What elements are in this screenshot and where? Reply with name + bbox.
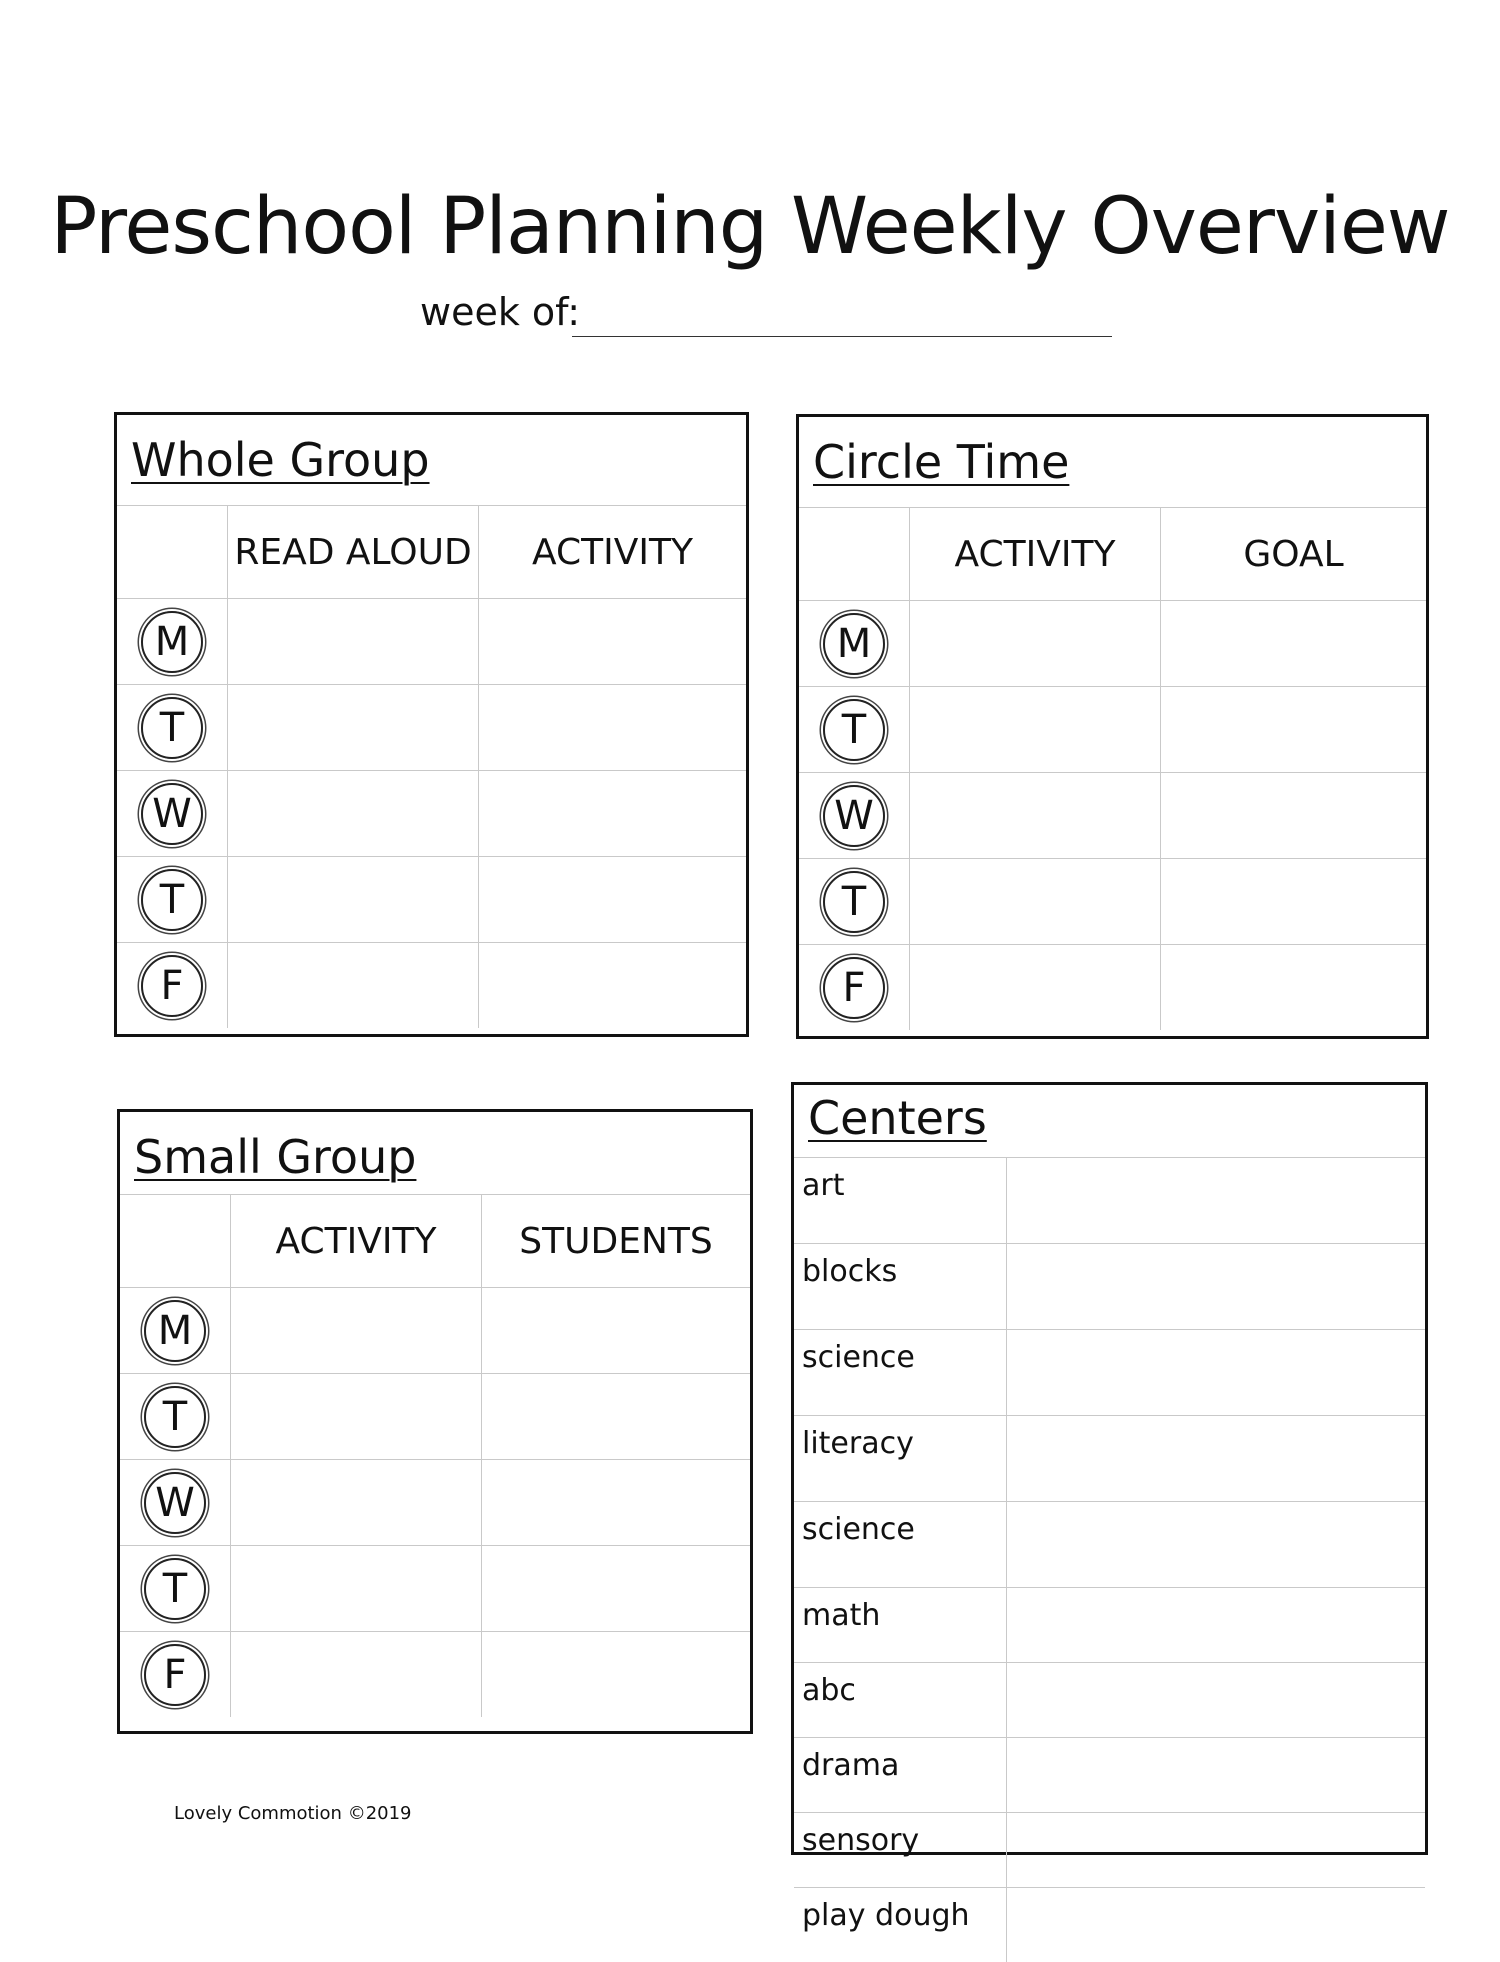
goal-cell[interactable] xyxy=(1161,601,1427,687)
goal-cell[interactable] xyxy=(1161,945,1427,1031)
whole-group-section xyxy=(114,412,749,1037)
center-label: sensory xyxy=(794,1813,1006,1888)
center-notes-cell[interactable] xyxy=(1006,1588,1425,1663)
center-label: science xyxy=(794,1502,1006,1588)
day-circle-thursday: T xyxy=(823,871,885,933)
activity-cell[interactable] xyxy=(479,599,747,685)
table-row xyxy=(799,773,1426,859)
activity-cell[interactable] xyxy=(479,943,747,1029)
activity-cell[interactable] xyxy=(231,1632,482,1718)
table-row xyxy=(799,945,1426,1031)
goal-cell[interactable] xyxy=(1161,773,1427,859)
center-notes-cell[interactable] xyxy=(1006,1416,1425,1502)
read-aloud-cell[interactable] xyxy=(228,685,479,771)
activity-cell[interactable] xyxy=(910,601,1161,687)
activity-cell[interactable] xyxy=(479,771,747,857)
column-header: GOAL xyxy=(1161,508,1427,601)
day-circle-friday: F xyxy=(144,1644,206,1706)
circle-time-section xyxy=(796,414,1429,1039)
goal-cell[interactable] xyxy=(1161,687,1427,773)
activity-cell[interactable] xyxy=(231,1374,482,1460)
center-notes-cell[interactable] xyxy=(1006,1502,1425,1588)
table-row xyxy=(117,771,746,857)
table-row xyxy=(799,859,1426,945)
table-row xyxy=(799,687,1426,773)
activity-cell[interactable] xyxy=(910,859,1161,945)
center-label: blocks xyxy=(794,1244,1006,1330)
center-label: science xyxy=(794,1330,1006,1416)
page-title: Preschool Planning Weekly Overview xyxy=(0,182,1500,272)
list-item xyxy=(794,1158,1425,1244)
center-notes-cell[interactable] xyxy=(1006,1158,1425,1244)
center-label: drama xyxy=(794,1738,1006,1813)
day-circle-wednesday: W xyxy=(144,1472,206,1534)
day-circle-friday: F xyxy=(823,957,885,1019)
center-notes-cell[interactable] xyxy=(1006,1888,1425,1962)
read-aloud-cell[interactable] xyxy=(228,857,479,943)
center-label: art xyxy=(794,1158,1006,1244)
activity-cell[interactable] xyxy=(910,945,1161,1031)
centers-table xyxy=(794,1157,1425,1962)
day-circle-monday: M xyxy=(823,613,885,675)
center-notes-cell[interactable] xyxy=(1006,1738,1425,1813)
whole-group-title: Whole Group xyxy=(131,433,430,487)
table-row xyxy=(799,601,1426,687)
center-label: play dough xyxy=(794,1888,1006,1962)
table-row xyxy=(120,1546,750,1632)
week-of-field[interactable] xyxy=(572,336,1112,337)
table-row xyxy=(117,599,746,685)
day-circle-wednesday: W xyxy=(141,783,203,845)
activity-cell[interactable] xyxy=(479,685,747,771)
table-row xyxy=(117,943,746,1029)
column-header: ACTIVITY xyxy=(479,506,747,599)
copyright-footer: Lovely Commotion ©2019 xyxy=(174,1803,412,1824)
activity-cell[interactable] xyxy=(231,1460,482,1546)
goal-cell[interactable] xyxy=(1161,859,1427,945)
activity-cell[interactable] xyxy=(910,687,1161,773)
read-aloud-cell[interactable] xyxy=(228,771,479,857)
day-circle-monday: M xyxy=(141,611,203,673)
list-item xyxy=(794,1738,1425,1813)
students-cell[interactable] xyxy=(482,1374,751,1460)
read-aloud-cell[interactable] xyxy=(228,943,479,1029)
header-blank xyxy=(117,506,228,599)
circle-time-title: Circle Time xyxy=(813,435,1069,489)
list-item xyxy=(794,1416,1425,1502)
center-label: math xyxy=(794,1588,1006,1663)
centers-section xyxy=(791,1082,1428,1855)
small-group-title: Small Group xyxy=(134,1130,416,1184)
column-header: READ ALOUD xyxy=(228,506,479,599)
students-cell[interactable] xyxy=(482,1288,751,1374)
header-blank xyxy=(799,508,910,601)
day-circle-thursday: T xyxy=(144,1558,206,1620)
list-item xyxy=(794,1502,1425,1588)
day-circle-tuesday: T xyxy=(823,699,885,761)
day-circle-tuesday: T xyxy=(141,697,203,759)
center-notes-cell[interactable] xyxy=(1006,1330,1425,1416)
list-item xyxy=(794,1244,1425,1330)
activity-cell[interactable] xyxy=(479,857,747,943)
list-item xyxy=(794,1330,1425,1416)
circle-time-table xyxy=(799,507,1426,1030)
list-item xyxy=(794,1813,1425,1888)
table-row xyxy=(120,1374,750,1460)
center-notes-cell[interactable] xyxy=(1006,1244,1425,1330)
list-item xyxy=(794,1663,1425,1738)
center-label: literacy xyxy=(794,1416,1006,1502)
day-circle-friday: F xyxy=(141,955,203,1017)
table-row xyxy=(117,857,746,943)
list-item xyxy=(794,1888,1425,1962)
students-cell[interactable] xyxy=(482,1460,751,1546)
table-row xyxy=(120,1460,750,1546)
small-group-table xyxy=(120,1194,750,1717)
column-header: ACTIVITY xyxy=(910,508,1161,601)
day-circle-monday: M xyxy=(144,1300,206,1362)
students-cell[interactable] xyxy=(482,1546,751,1632)
column-header: STUDENTS xyxy=(482,1195,751,1288)
center-label: abc xyxy=(794,1663,1006,1738)
column-header: ACTIVITY xyxy=(231,1195,482,1288)
table-row xyxy=(117,685,746,771)
activity-cell[interactable] xyxy=(231,1546,482,1632)
center-notes-cell[interactable] xyxy=(1006,1813,1425,1888)
centers-title: Centers xyxy=(808,1091,987,1145)
students-cell[interactable] xyxy=(482,1632,751,1718)
day-circle-wednesday: W xyxy=(823,785,885,847)
activity-cell[interactable] xyxy=(231,1288,482,1374)
table-row xyxy=(120,1288,750,1374)
whole-group-table xyxy=(117,505,746,1028)
read-aloud-cell[interactable] xyxy=(228,599,479,685)
header-blank xyxy=(120,1195,231,1288)
day-circle-tuesday: T xyxy=(144,1386,206,1448)
center-notes-cell[interactable] xyxy=(1006,1663,1425,1738)
week-of-label: week of: xyxy=(420,290,580,334)
day-circle-thursday: T xyxy=(141,869,203,931)
table-row xyxy=(120,1632,750,1718)
list-item xyxy=(794,1588,1425,1663)
activity-cell[interactable] xyxy=(910,773,1161,859)
small-group-section xyxy=(117,1109,753,1734)
